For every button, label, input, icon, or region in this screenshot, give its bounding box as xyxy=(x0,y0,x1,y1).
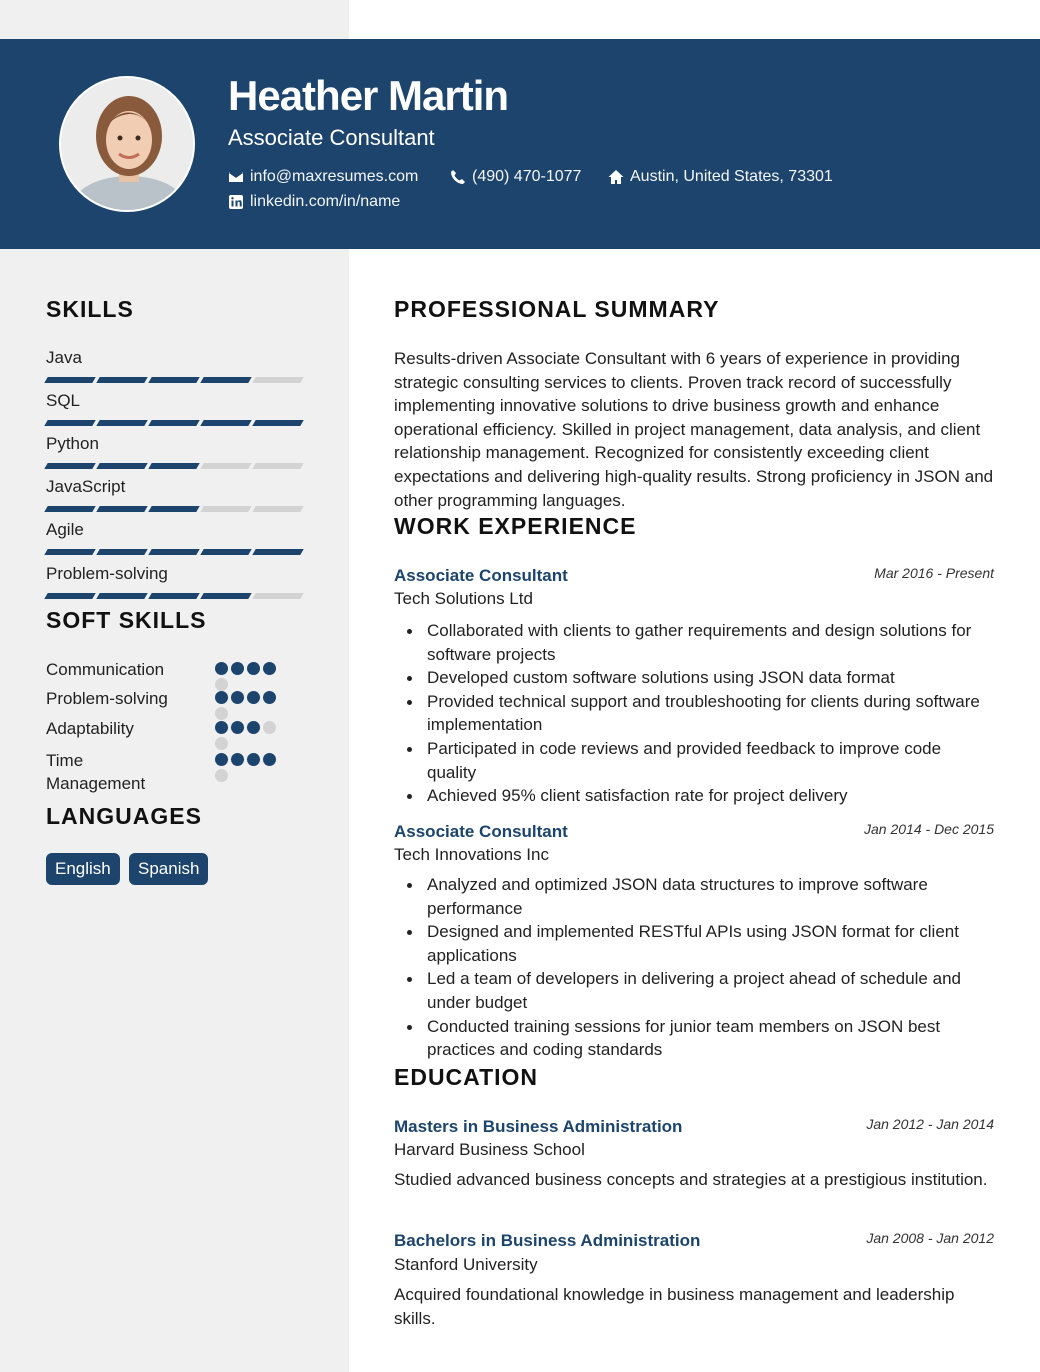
skill-level-bar xyxy=(46,549,302,555)
rating-dot xyxy=(215,753,228,766)
avatar-illustration xyxy=(61,78,195,212)
list-item: Collaborated with clients to gather requirements and design solutions for software projects xyxy=(394,619,994,666)
soft-skill-label: Problem-solving xyxy=(46,689,168,708)
skill-level-bar xyxy=(46,377,302,383)
contact-location xyxy=(608,168,833,186)
skill-level-segment xyxy=(252,377,303,383)
edu-desc-2: Acquired foundational knowledge in business management and leadership skills. xyxy=(394,1285,955,1328)
skill-level-bar xyxy=(46,420,302,426)
skill-level-segment xyxy=(200,377,251,383)
skill-level-segment xyxy=(200,506,251,512)
contact-email[interactable] xyxy=(228,168,418,186)
job-bullets-2 xyxy=(394,873,994,1062)
list-item: Designed and implemented RESTful APIs using JSON format for client applications xyxy=(394,920,994,967)
rating-dot xyxy=(215,662,228,675)
education-heading: EDUCATION xyxy=(394,1064,539,1090)
rating-dot xyxy=(215,691,228,704)
rating-dot xyxy=(215,721,228,734)
skill-level-segment xyxy=(44,377,95,383)
contact-phone-text: (490) 470-1077 xyxy=(472,168,582,185)
skill-level-segment xyxy=(96,593,147,599)
rating-dot xyxy=(247,662,260,675)
skill-level-segment xyxy=(252,506,303,512)
experience-heading: WORK EXPERIENCE xyxy=(394,513,637,539)
rating-dot xyxy=(263,691,276,704)
skill-level-segment xyxy=(148,506,199,512)
rating-dot xyxy=(263,721,276,734)
contact-linkedin[interactable] xyxy=(228,193,400,211)
job-title-1: Associate Consultant xyxy=(394,566,568,585)
job-company-1: Tech Solutions Ltd xyxy=(394,589,533,608)
candidate-title: Associate Consultant xyxy=(228,125,435,150)
rating-dot xyxy=(247,721,260,734)
edu-school-2: Stanford University xyxy=(394,1255,538,1274)
edu-school-1: Harvard Business School xyxy=(394,1140,585,1159)
edu-desc-1: Studied advanced business concepts and strategies at a prestigious institution. xyxy=(394,1170,988,1189)
envelope-icon xyxy=(228,169,244,185)
summary-text: Results-driven Associate Consultant with 6 years of experience in providing strategic consulting services to clients. Proven track record of successfully implementing innovative solutions to drive business growth and enhance operational efficiency. Skilled in project management, data analysis, and client relationship management. Recognized for consistently exceeding client expectations and delivering high-quality results. Strong proficiency in JSON and other programming languages. xyxy=(394,349,994,510)
skill-level-segment xyxy=(44,463,95,469)
list-item: Conducted training sessions for junior team members on JSON best practices and coding standards xyxy=(394,1015,994,1062)
rating-dot xyxy=(231,691,244,704)
skill-level-segment xyxy=(148,420,199,426)
skills-heading: SKILLS xyxy=(46,296,134,322)
skill-level-segment xyxy=(148,593,199,599)
rating-dot xyxy=(247,691,260,704)
job-date-2: Jan 2014 - Dec 2015 xyxy=(864,821,994,837)
skill-level-segment xyxy=(96,420,147,426)
edu-degree-1: Masters in Business Administration xyxy=(394,1117,683,1136)
soft-skill-rating xyxy=(215,721,285,750)
rating-dot xyxy=(263,753,276,766)
contact-email-text: info@maxresumes.com xyxy=(250,168,419,185)
rating-dot xyxy=(247,753,260,766)
soft-skill-label: Time Management xyxy=(46,751,146,793)
language-badge-spanish: Spanish xyxy=(129,853,208,885)
rating-dot xyxy=(263,662,276,675)
skill-level-segment xyxy=(148,377,199,383)
edu-date-1: Jan 2012 - Jan 2014 xyxy=(866,1116,994,1132)
skill-level-segment xyxy=(200,549,251,555)
skill-level-segment xyxy=(148,463,199,469)
skill-level-segment xyxy=(148,549,199,555)
skill-level-segment xyxy=(44,549,95,555)
skill-level-segment xyxy=(200,420,251,426)
soft-skill-rating xyxy=(215,662,285,691)
contact-location-text: Austin, United States, 73301 xyxy=(630,168,833,185)
skill-level-bar xyxy=(46,463,302,469)
job-date-1: Mar 2016 - Present xyxy=(874,565,994,581)
skill-level-segment xyxy=(252,463,303,469)
candidate-name: Heather Martin xyxy=(228,72,509,119)
skill-level-segment xyxy=(200,463,251,469)
soft-skill-label: Adaptability xyxy=(46,719,134,738)
list-item: Participated in code reviews and provided feedback to improve code quality xyxy=(394,737,994,784)
job-company-2: Tech Innovations Inc xyxy=(394,845,549,864)
skill-level-segment xyxy=(252,593,303,599)
edu-date-2: Jan 2008 - Jan 2012 xyxy=(866,1230,994,1246)
language-badge-english: English xyxy=(46,853,120,885)
skill-level-segment xyxy=(96,377,147,383)
job-bullets-1 xyxy=(394,619,994,808)
languages-heading: LANGUAGES xyxy=(46,803,202,829)
soft-skill-rating xyxy=(215,753,285,782)
contact-linkedin-text: linkedin.com/in/name xyxy=(250,193,401,210)
skill-level-segment xyxy=(252,420,303,426)
rating-dot xyxy=(215,678,228,691)
list-item: Analyzed and optimized JSON data structures to improve software performance xyxy=(394,873,994,920)
header-banner xyxy=(0,39,1040,249)
skill-level-segment xyxy=(44,593,95,599)
skill-label: JavaScript xyxy=(46,477,126,496)
summary-heading: PROFESSIONAL SUMMARY xyxy=(394,296,720,322)
home-icon xyxy=(608,169,624,185)
skill-level-segment xyxy=(96,506,147,512)
soft-skills-heading: SOFT SKILLS xyxy=(46,607,207,633)
list-item: Led a team of developers in delivering a project ahead of schedule and under budget xyxy=(394,967,994,1014)
skill-level-segment xyxy=(96,463,147,469)
edu-degree-2: Bachelors in Business Administration xyxy=(394,1231,701,1250)
soft-skill-label: Communication xyxy=(46,660,165,679)
skill-level-segment xyxy=(252,549,303,555)
linkedin-icon xyxy=(228,194,244,210)
skill-level-segment xyxy=(44,420,95,426)
rating-dot xyxy=(231,721,244,734)
skill-level-bar xyxy=(46,593,302,599)
list-item: Achieved 95% client satisfaction rate for project delivery xyxy=(394,784,994,808)
skill-label: Agile xyxy=(46,520,84,539)
skill-label: SQL xyxy=(46,391,81,410)
skill-level-segment xyxy=(200,593,251,599)
skill-level-bar xyxy=(46,506,302,512)
skill-label: Java xyxy=(46,348,82,367)
rating-dot xyxy=(231,662,244,675)
profile-photo xyxy=(59,76,195,212)
soft-skill-rating xyxy=(215,691,285,720)
skill-level-segment xyxy=(96,549,147,555)
job-title-2: Associate Consultant xyxy=(394,822,568,841)
skill-label: Python xyxy=(46,434,99,453)
list-item: Developed custom software solutions using JSON data format xyxy=(394,666,994,690)
rating-dot xyxy=(231,753,244,766)
list-item: Provided technical support and troubleshooting for clients during software implementation xyxy=(394,690,994,737)
rating-dot xyxy=(215,737,228,750)
rating-dot xyxy=(215,707,228,720)
skill-level-segment xyxy=(44,506,95,512)
contact-phone[interactable] xyxy=(450,168,581,186)
phone-icon xyxy=(450,169,466,185)
rating-dot xyxy=(215,769,228,782)
skill-label: Problem-solving xyxy=(46,564,168,583)
